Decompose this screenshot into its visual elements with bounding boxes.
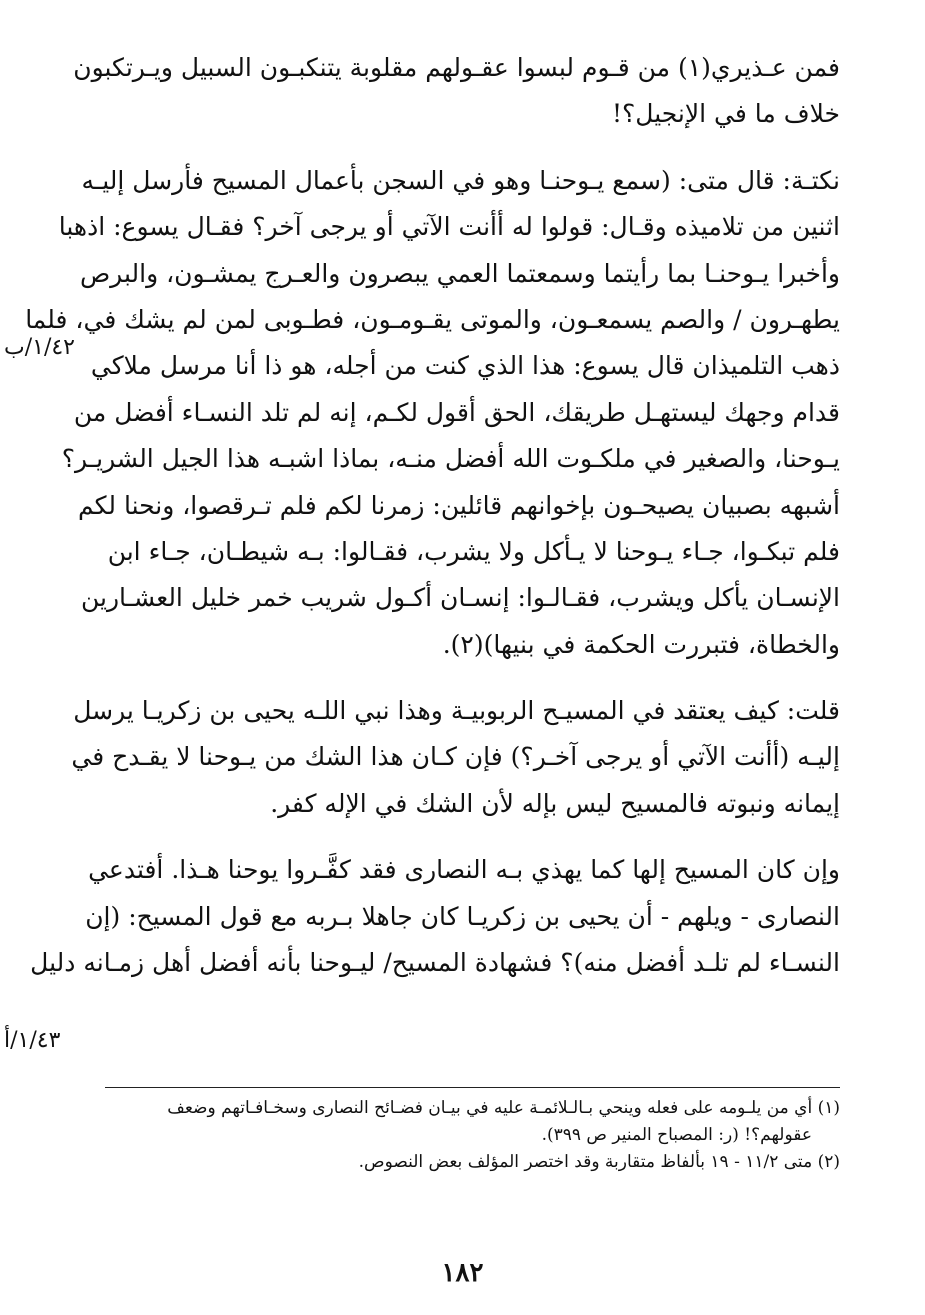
text-line: خلاف ما في الإنجيل؟!	[611, 99, 840, 129]
text-line: فلم تبكـوا، جـاء يـوحنا لا يـأكل ولا يشرب، فقـالوا: بـه شيطـان، جـاء ابن	[107, 536, 840, 566]
text-line: وأخبرا يـوحنـا بما رأيتما وسمعتما العمي يبصرون والعـرج يمشـون، والبرص	[79, 258, 840, 288]
footnote-1	[110, 1095, 840, 1149]
text-line: يـوحنا، والصغير في ملكـوت الله أفضل منـه، بماذا اشبـه هذا الجيل الشريـر؟	[61, 444, 840, 474]
text-line: النصارى - ويلهم - أن يحيى بن زكريـا كان جاهلا بـربه مع قول المسيح: (إن	[85, 901, 840, 931]
text-line: اثنين من تلاميذه وقـال: قولوا له أأنت الآتي أو يرجى آخر؟ فقـال يسوع: اذهبا	[58, 212, 840, 242]
text-line: قدام وجهك ليستهـل طريقك، الحق أقول لكـم، إنه لم تلد النسـاء أفضل من	[73, 397, 840, 427]
text-line: الإنسـان يأكل ويشرب، فقـالـوا: إنسـان أكـول شريب خمر خليل العشـارين	[80, 583, 840, 613]
text-line: والخطاة، فتبررت الحكمة في بنيها)(٢).	[442, 629, 840, 659]
text-line: وإن كان المسيح إلها كما يهذي بـه النصارى فقد كفَّـروا يوحنا هـذا. أفتدعي	[88, 855, 840, 885]
footnote-divider	[105, 1087, 840, 1088]
text-line: ذهب التلميذان قال يسوع: هذا الذي كنت من أجله، هو ذا أنا مرسل ملاكي	[90, 351, 840, 381]
paragraph-4	[30, 847, 840, 986]
footnote-line: عقولهم؟! (ر: المصباح المنير ص ٣٩٩).	[541, 1125, 812, 1145]
paragraph-3	[71, 688, 840, 827]
footnote-2	[110, 1149, 840, 1176]
margin-folio-note: ١/٤٣/أ	[4, 1028, 61, 1053]
footnote-line: (٢) متى ١١/٢ - ١٩ بألفاظ متقاربة وقد اختصر المؤلف بعض النصوص.	[358, 1152, 840, 1172]
footnote-line: (١) أي من يلـومه على فعله وينحي بـالـلائمـة عليه في بيـان فضـائح النصارى وسخـافـاتهم وضعف	[167, 1098, 840, 1118]
margin-folio-note: ١/٤٢/ب	[4, 335, 75, 360]
text-line: إليـه (أأنت الآتي أو يرجى آخـر؟) فإن كـان هذا الشك من يـوحنا لا يقـدح في	[71, 742, 840, 772]
page-number: ١٨٢	[441, 1258, 484, 1288]
text-line: أشبهه بصبيان يصيحـون بإخوانهم قائلين: زمرنا لكم فلم تـرقصوا، ونحنا لكم	[77, 490, 840, 520]
footnotes	[110, 1095, 840, 1176]
text-line: نكتـة: قال متى: (سمع يـوحنـا وهو في السجن بأعمال المسيح فأرسل إليـه	[81, 165, 840, 195]
text-line: النسـاء لم تلـد أفضل منه)؟ فشهادة المسيح/ ليـوحنا بأنه أفضل أهل زمـانه دليل	[30, 948, 840, 978]
text-line: يطهـرون / والصم يسمعـون، والموتى يقـومـون، فطـوبى لمن لم يشك في، فلما	[25, 304, 840, 334]
text-line: فمن عـذيري(١) من قـوم لبسوا عقـولهم مقلوبة يتنكبـون السبيل ويـرتكبون	[73, 53, 840, 82]
text-line: إيمانه ونبوته فالمسيح ليس بإله لأن الشك في الإله كفر.	[270, 788, 840, 818]
text-line: قلت: كيف يعتقد في المسيـح الربوبيـة وهذا نبي اللـه يحيى بن زكريـا يرسل	[73, 696, 840, 726]
paragraph-1	[73, 45, 840, 138]
